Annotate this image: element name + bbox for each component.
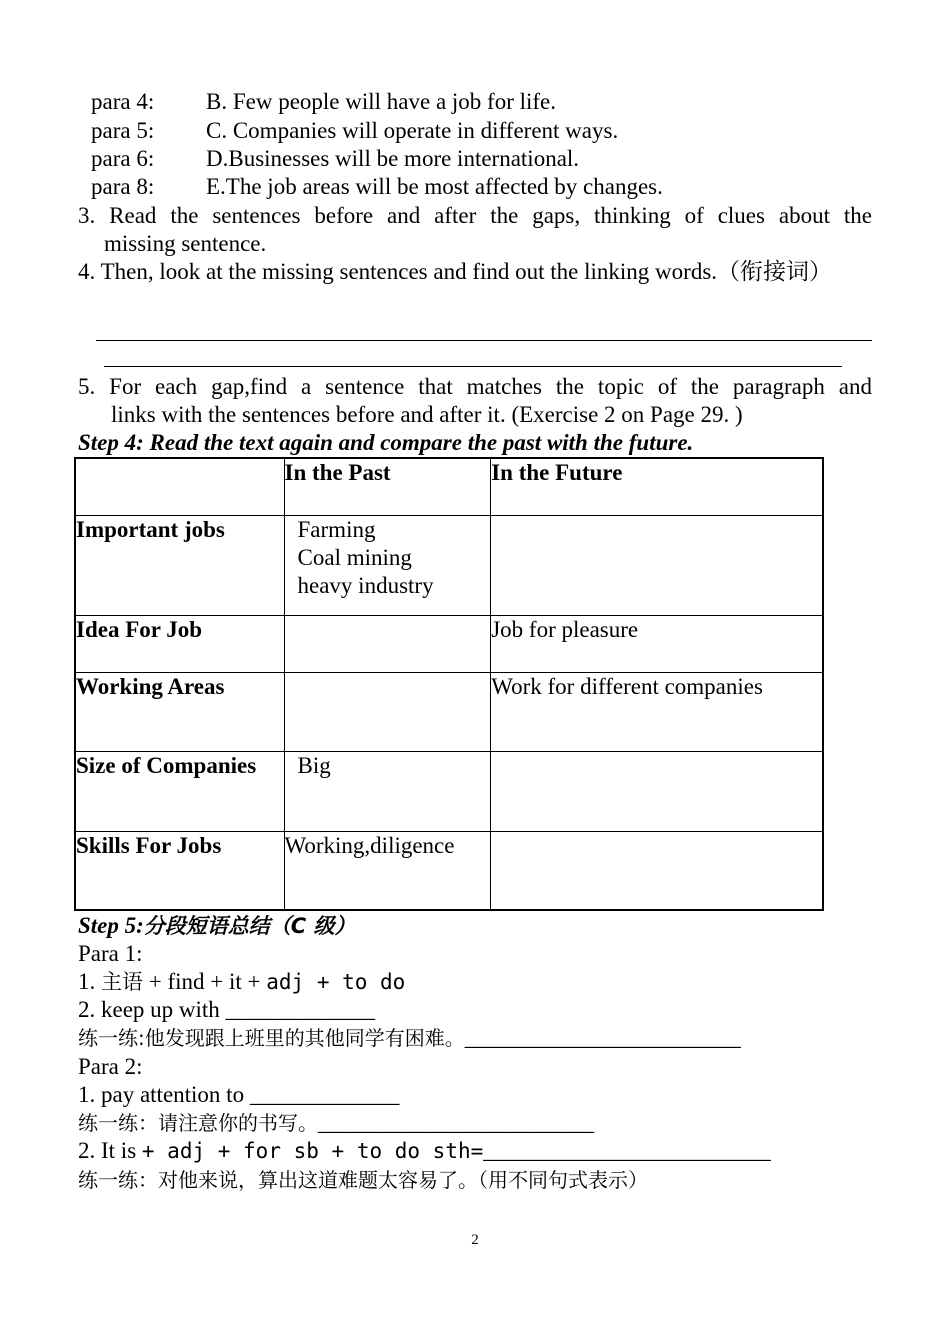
match-row [91, 88, 556, 116]
step5-title-cn: 分段短语总结（C 级） [143, 914, 356, 938]
match-text: E.The job areas will be most affected by changes. [206, 174, 663, 199]
past-cell[interactable] [284, 672, 491, 751]
match-text: C. Companies will operate in different ways. [206, 118, 619, 143]
table-header-row [75, 458, 823, 515]
future-cell[interactable] [491, 831, 823, 910]
past-cell: Working,diligence [284, 831, 491, 910]
para2-item2 [78, 1137, 771, 1165]
practice-text: 练一练:他发现跟上班里的其他同学有困难。 [78, 1026, 465, 1050]
future-cell[interactable] [491, 515, 823, 615]
item-blank[interactable]: _________________________ [483, 1138, 771, 1163]
instruction-5-line1: 5. For each gap,find a sentence that matches the topic of the paragraph and [78, 374, 872, 399]
page-number: 2 [471, 1232, 479, 1248]
item-mono: + adj + for sb + to do sth= [141, 1139, 484, 1163]
step5-prefix: Step 5: [78, 913, 144, 938]
instruction-5-line2: links with the sentences before and after it. (Exercise 2 on Page 29. ) [111, 402, 743, 427]
header-past: In the Past [284, 458, 491, 515]
past-future-table [74, 457, 824, 911]
match-row [91, 117, 618, 145]
instruction-4: 4. Then, look at the missing sentences and find out the linking words.（衔接词） [78, 259, 833, 284]
table-row [75, 615, 823, 672]
table-row [75, 672, 823, 751]
past-item: Farming [297, 516, 376, 542]
answer-blank-line[interactable] [104, 366, 842, 367]
para2-practice2: 练一练：对他来说，算出这道难题太容易了。（用不同句式表示） [78, 1168, 648, 1192]
para2-label: Para 2: [78, 1054, 143, 1079]
future-cell: Job for pleasure [491, 615, 823, 672]
item-mono: adj + to do [266, 970, 406, 994]
item-text: + find + it + [148, 969, 261, 994]
past-cell[interactable] [284, 615, 491, 672]
para1-label: Para 1: [78, 941, 143, 966]
row-label: Idea For Job [75, 615, 284, 672]
para-label: para 5: [91, 118, 155, 143]
past-item: heavy industry [297, 572, 434, 598]
step5-heading [78, 912, 356, 940]
item-number: 1. [78, 969, 96, 994]
row-label: Skills For Jobs [75, 831, 284, 910]
para1-practice [78, 1024, 741, 1052]
para-label: para 4: [91, 89, 155, 114]
para-label: para 6: [91, 146, 155, 171]
para-label: para 8: [91, 174, 155, 199]
practice-blank[interactable]: ________________________ [464, 1025, 741, 1050]
item-text: 2. It is [78, 1138, 137, 1163]
item-cn: 主语 [101, 970, 143, 994]
header-blank [75, 458, 284, 515]
instruction-3-line2: missing sentence. [104, 231, 267, 256]
answer-blank-line[interactable] [96, 340, 872, 341]
para1-item1 [78, 968, 405, 996]
past-cell [284, 515, 491, 615]
table-row [75, 515, 823, 615]
practice-blank[interactable]: ________________________ [318, 1110, 594, 1135]
past-cell: Big [284, 751, 491, 831]
row-label: Size of Companies [75, 751, 284, 831]
match-text: D.Businesses will be more international. [206, 146, 580, 171]
row-label: Important jobs [75, 515, 284, 615]
match-text: B. Few people will have a job for life. [206, 89, 557, 114]
table-row [75, 751, 823, 831]
row-label: Working Areas [75, 672, 284, 751]
para2-practice1 [78, 1109, 594, 1137]
match-row [91, 173, 663, 201]
practice-text: 练一练：请注意你的书写。 [78, 1111, 318, 1135]
para2-item1: 1. pay attention to _____________ [78, 1082, 400, 1107]
future-cell[interactable] [491, 751, 823, 831]
table-row [75, 831, 823, 910]
step4-heading: Step 4: Read the text again and compare the past with the future. [78, 430, 694, 455]
instruction-3-line1: 3. Read the sentences before and after the gaps, thinking of clues about the [78, 203, 872, 228]
para1-item2: 2. keep up with _____________ [78, 997, 376, 1022]
match-row [91, 145, 579, 173]
header-future: In the Future [491, 458, 823, 515]
past-item: Coal mining [297, 544, 412, 570]
future-cell: Work for different companies [491, 672, 823, 751]
